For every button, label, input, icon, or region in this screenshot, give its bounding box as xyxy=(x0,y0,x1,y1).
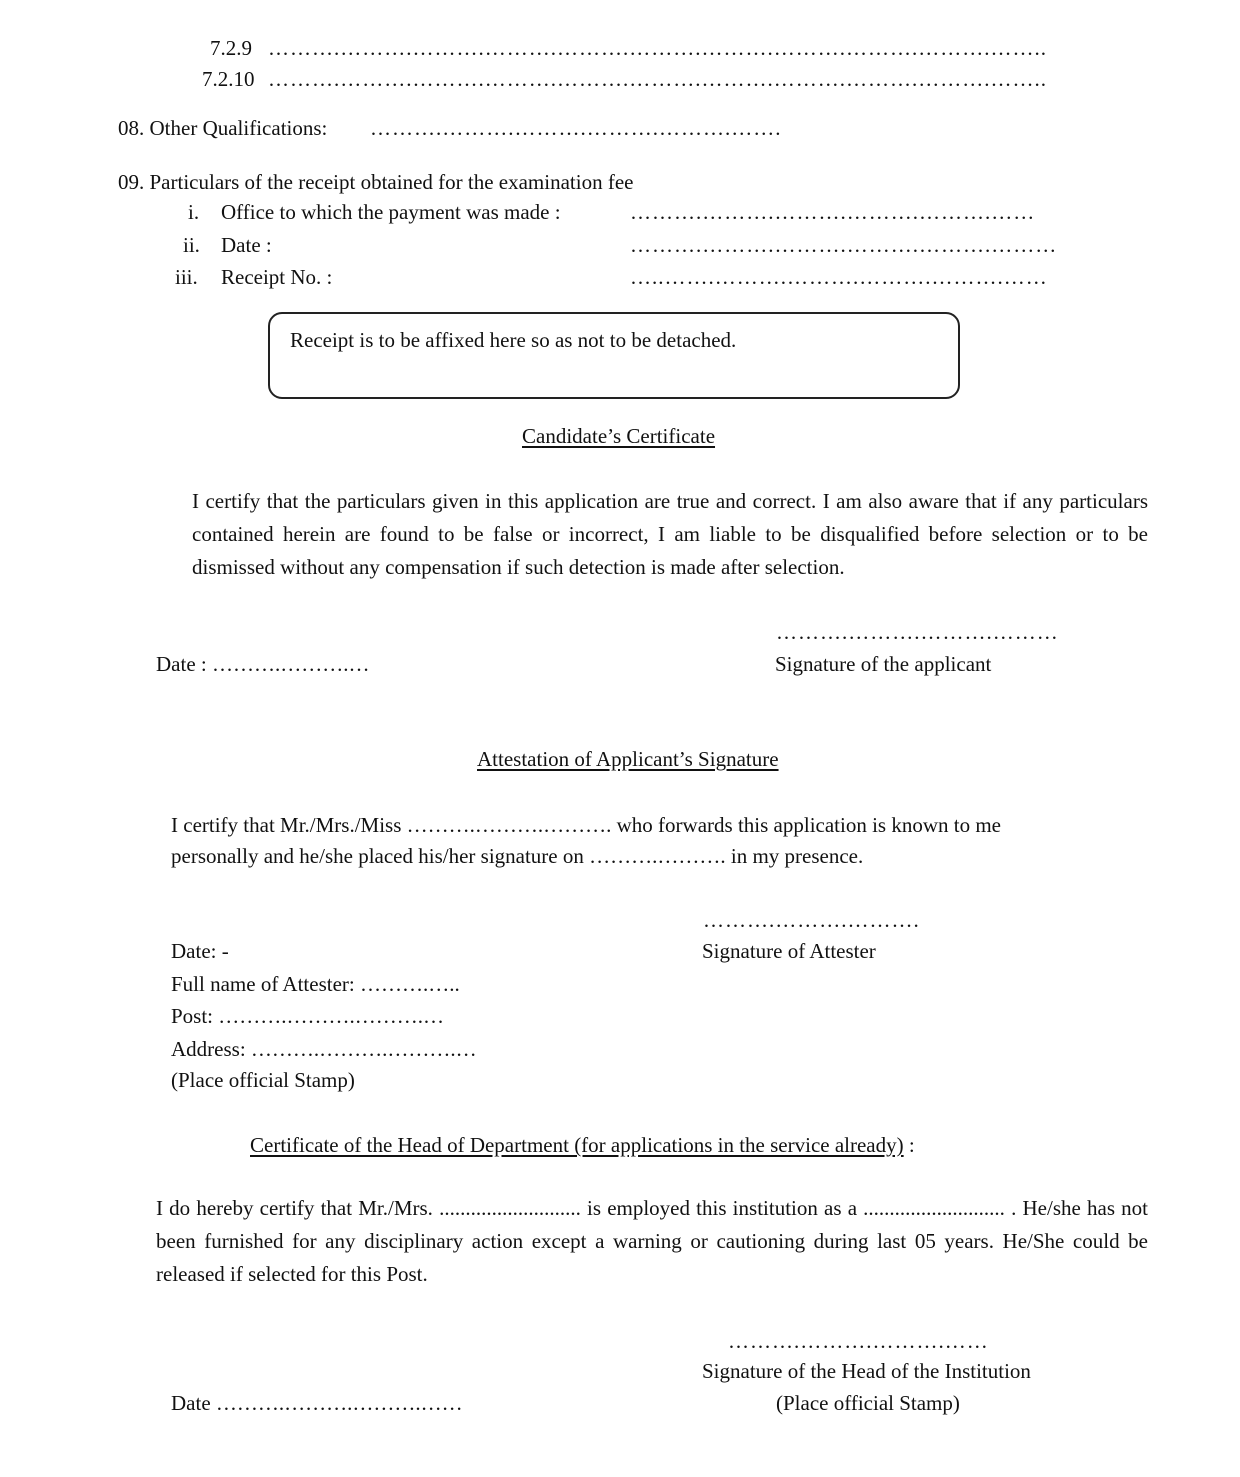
hod-stamp-note: (Place official Stamp) xyxy=(776,1391,960,1415)
hod-certificate-heading xyxy=(250,1132,915,1159)
candidate-certificate-title: Candidate’s Certificate xyxy=(522,424,716,448)
attester-full-name: Full name of Attester: ……….….. xyxy=(171,972,460,996)
attestation-date-label: Date: - xyxy=(171,939,229,963)
receipt-row-number-dots: …..…….……….……….……….……….…… xyxy=(630,265,1048,289)
item-7-2-10-dots: ……….……….……….……….……….……….……….……….……….……….…….. xyxy=(268,67,1047,91)
attester-signature-label: Signature of Attester xyxy=(702,939,876,963)
receipt-row-date-label: Date : xyxy=(221,233,272,257)
hod-date-label: Date ……….……….……….…… xyxy=(171,1391,463,1415)
other-qualifications-dots: ……….……….……….……….……….……. xyxy=(370,116,782,140)
attester-stamp-note: (Place official Stamp) xyxy=(171,1068,355,1092)
candidate-certificate-body: I certify that the particulars given in this application are true and correct. I am also aware that if any particulars contained herein are found to be false or incorrect, I am liable to be disqualified before selection or to be dismissed without any compensation if such detection is made after selection. xyxy=(192,489,1148,579)
receipt-row-office-number: i. xyxy=(188,200,200,224)
attestation-line-1: I certify that Mr./Mrs./Miss ……….……….………. who forwards this application is known to me xyxy=(171,813,1002,837)
attestation-line-2: personally and he/she placed his/her signature on ……….………. in my presence. xyxy=(171,844,864,868)
hod-signature-label: Signature of the Head of the Institution xyxy=(702,1359,1031,1383)
hod-signature-dots: ……….……….……….…… xyxy=(728,1329,989,1353)
receipt-row-date-number: ii. xyxy=(183,233,200,257)
receipt-particulars-heading: 09. Particulars of the receipt obtained for the examination fee xyxy=(118,170,634,194)
item-7-2-9-number: 7.2.9 xyxy=(210,36,252,60)
applicant-signature-label: Signature of the applicant xyxy=(775,652,992,676)
receipt-row-office-dots: ……….……….……….……….……….…… xyxy=(630,200,1036,224)
attester-signature-dots: ……….……….………. xyxy=(703,908,920,932)
item-7-2-10-number: 7.2.10 xyxy=(202,67,255,91)
hod-certificate-body: I do hereby certify that Mr./Mrs. ........................... is employed this institution as a ........................... . He/she has not been furnished for any disciplinary action except a warning or cautioning during last 05 years. He/She could be released if selected for this Post. xyxy=(156,1196,1148,1286)
receipt-affix-text: Receipt is to be affixed here so as not to be detached. xyxy=(290,328,737,352)
receipt-affix-box xyxy=(268,312,960,399)
item-7-2-9-dots: ……….……….……….……….……….……….……….……….……….……….…….. xyxy=(268,36,1047,60)
receipt-row-office-label: Office to which the payment was made : xyxy=(221,200,561,224)
hod-certificate-title: Certificate of the Head of Department (for applications in the service already) xyxy=(250,1133,904,1157)
candidate-date-label: Date : ……….……….… xyxy=(156,652,370,676)
applicant-signature-dots: ……….……….……….……… xyxy=(776,620,1059,644)
hod-certificate-title-suffix: : xyxy=(903,1133,915,1157)
receipt-row-number-label: Receipt No. : xyxy=(221,265,333,289)
attester-post: Post: ……….……….……….… xyxy=(171,1004,445,1028)
other-qualifications-label: 08. Other Qualifications: xyxy=(118,116,328,140)
attestation-title: Attestation of Applicant’s Signature xyxy=(477,747,779,771)
attester-address: Address: ……….……….……….… xyxy=(171,1037,477,1061)
receipt-row-date-dots: ……….……….……….……….……….……… xyxy=(630,233,1058,257)
receipt-row-number-number: iii. xyxy=(175,265,198,289)
